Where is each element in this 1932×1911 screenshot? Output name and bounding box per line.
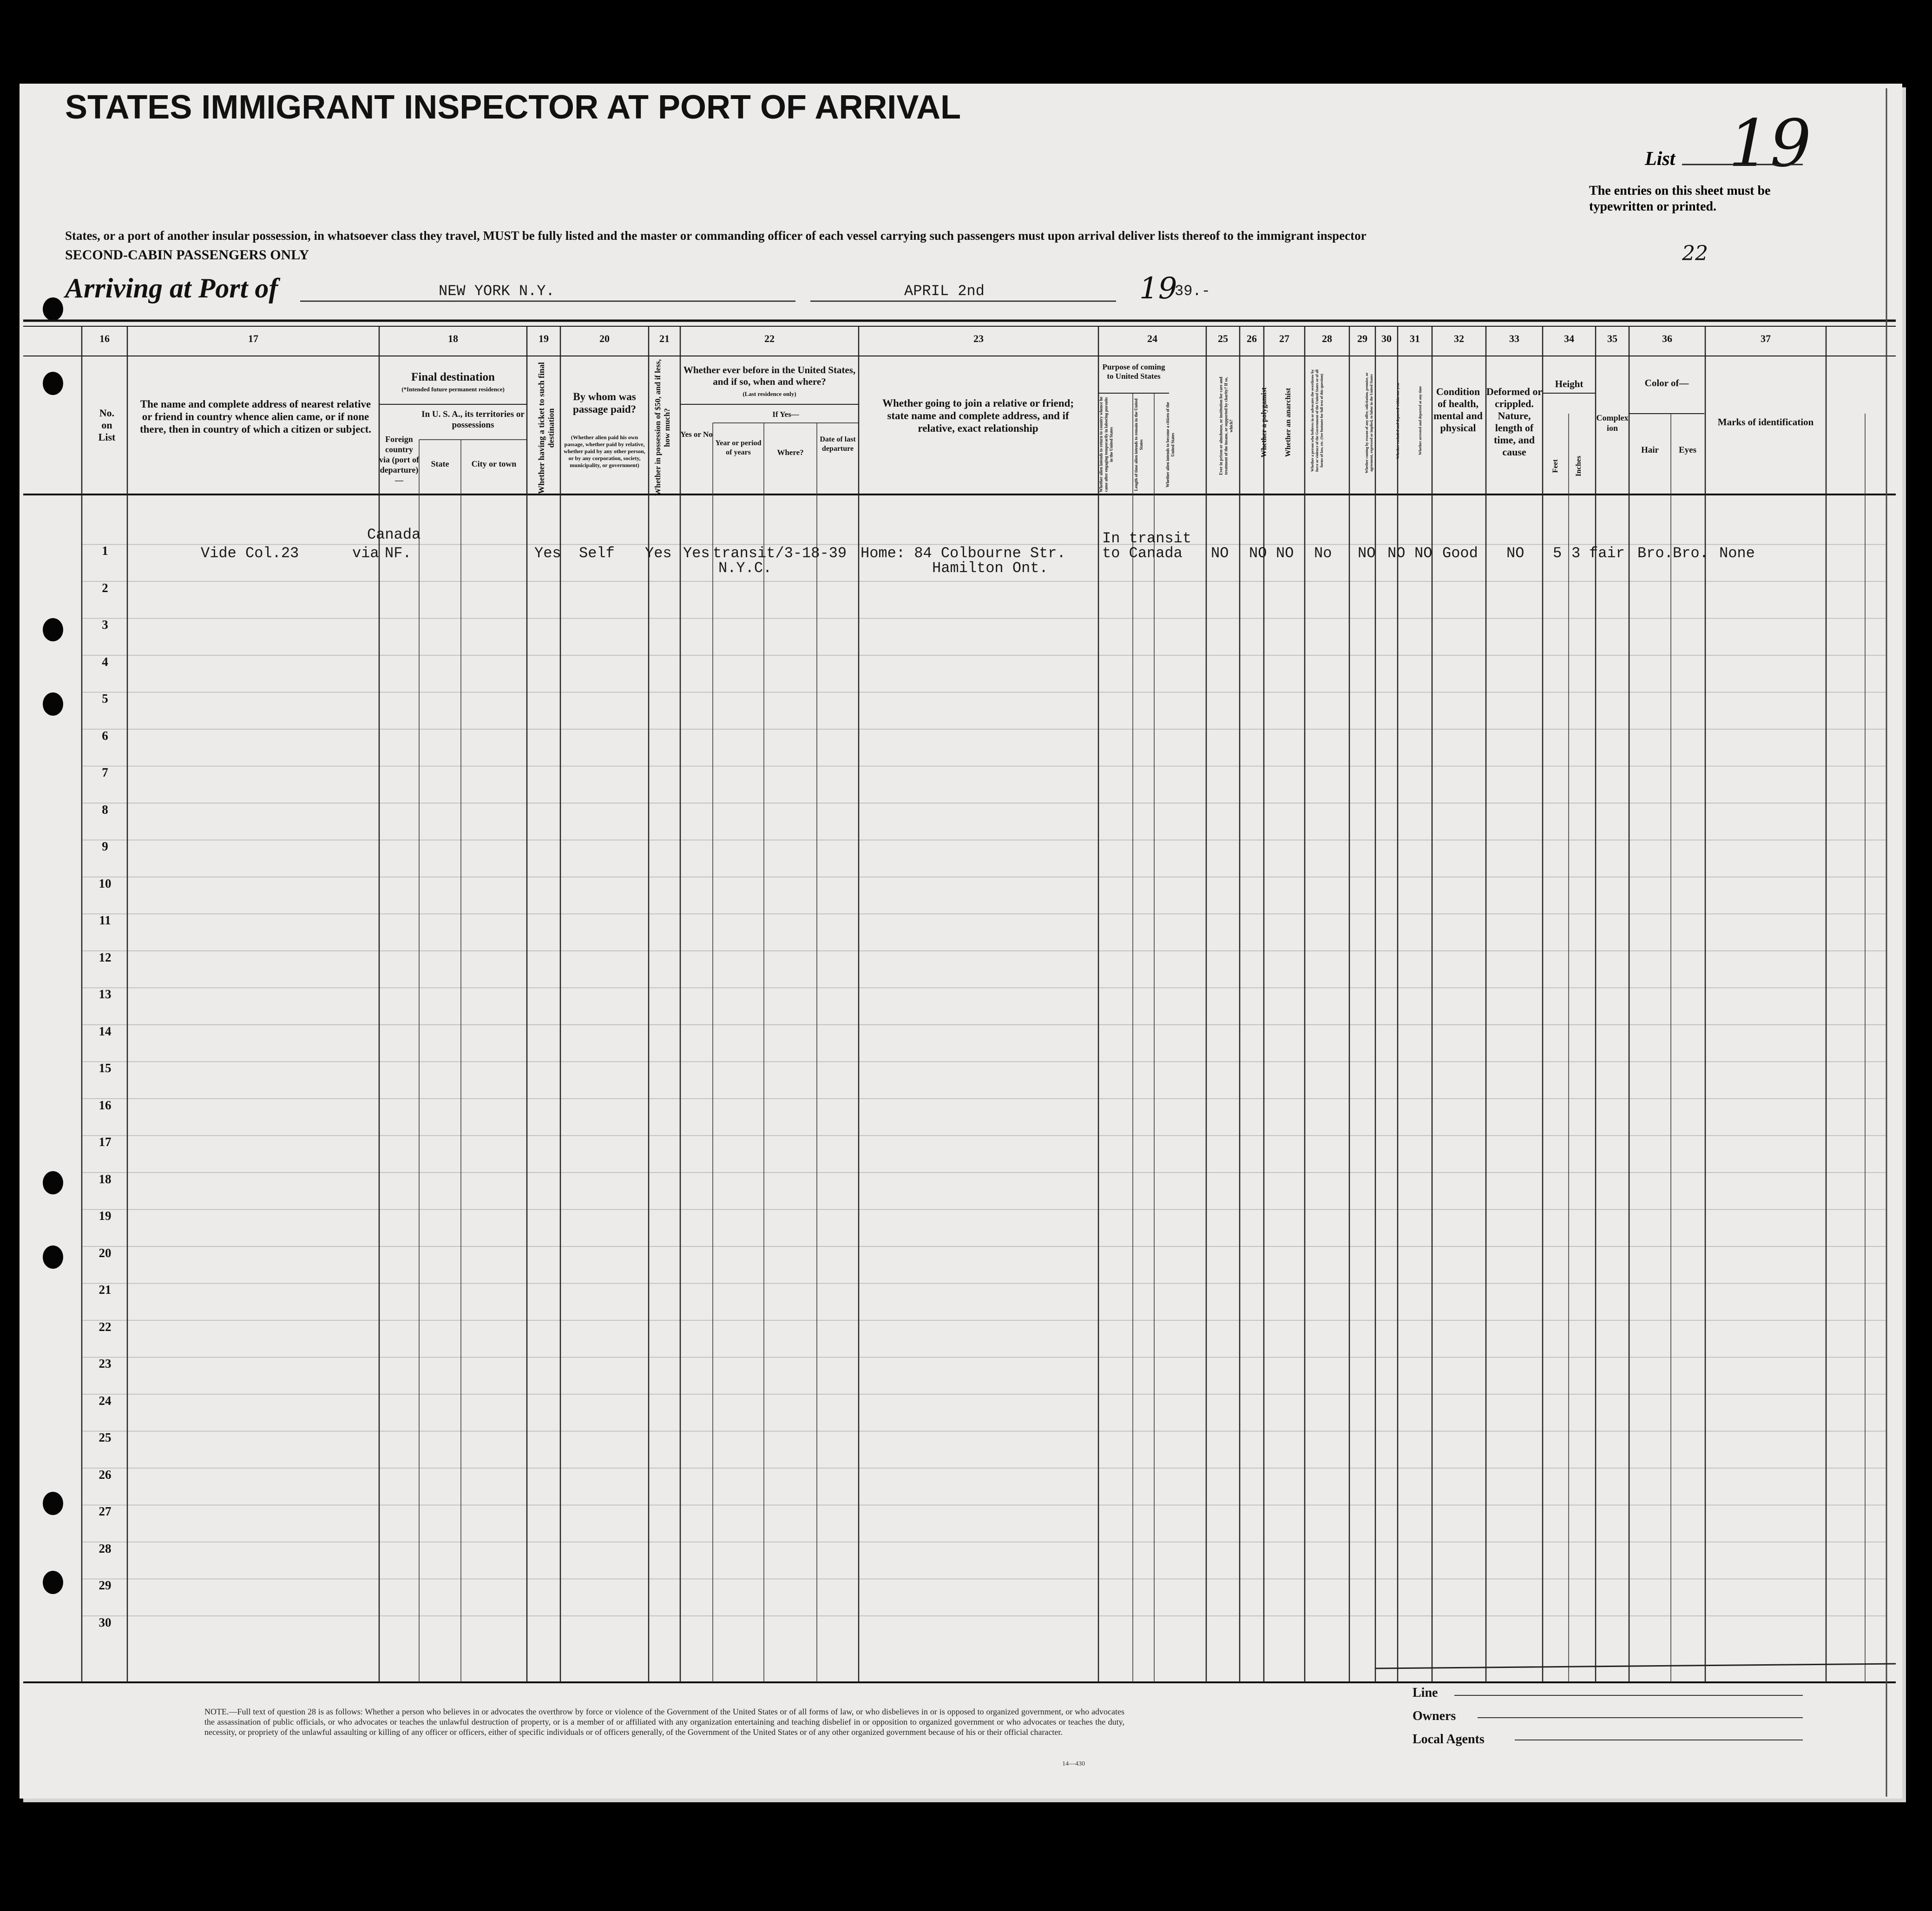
col22-title: Whether ever before in the United States, and if so, when and where? [683,364,856,387]
col19-header: Whether having a ticket to such final destination [537,362,556,494]
col18-usa: In U. S. A., its territories or possessions [421,409,525,430]
column-number: 16 [99,333,110,344]
col37-header: Marks of identification [1717,416,1814,428]
col36-hair: Hair [1641,445,1659,455]
list-number: 19 [1728,106,1812,182]
column-number: 17 [248,333,258,344]
col36-title: Color of— [1644,377,1689,389]
col17-header: The name and complete address of nearest relative or friend in country whence alien came, or if none there, then in country of which a citizen or subject. [139,398,372,435]
column-number: 27 [1279,333,1289,344]
column-number: 26 [1247,333,1257,344]
column-number: 36 [1662,333,1672,344]
row-number: 17 [99,1135,112,1149]
col21-header: Whether in possession of $50, and if less, how much? [653,359,671,496]
col23-header: Whether going to join a relative or friend; state name and complete address, and if relative, exact relationship [882,397,1074,434]
col25-header: Ever in prison or almshouse, or institution for care and treatment of the insane, or supported by charity? If so, which? [1218,376,1234,475]
column-number: 34 [1564,333,1574,344]
col32-header: Condition of health, mental and physical [1433,386,1483,434]
col18-foreign: Foreign country via (port of departure)— [379,435,419,485]
column-number: 20 [599,333,610,344]
col24-c: Whether alien intends to become a citizen of the United States [1165,402,1175,488]
entry-where-2: N.Y.C. [718,560,772,577]
entry-before-in-us: Yes [683,545,710,562]
entries-note: The entries on this sheet must be typewritten or printed. [1589,184,1771,214]
entry-excluded: NO [1387,545,1406,562]
line-label: Line [1413,1686,1438,1700]
agents-label: Local Agents [1413,1732,1485,1746]
row-number: 19 [99,1209,112,1223]
sheet-mark: 22 [1682,242,1708,265]
entry-hair: Bro. [1637,545,1673,562]
col22-where: Where? [777,448,804,457]
row-number: 28 [99,1541,112,1555]
col18-city: City or town [471,459,517,468]
entry-arrested: NO [1414,545,1433,562]
entry-paid-by: Self [579,545,615,562]
col22-yesno: Yes or No [680,430,713,439]
entry-inches: 3 [1571,545,1581,562]
column-number: 37 [1761,333,1771,344]
col20-subtitle: (Whether alien paid his own passage, whether paid by relative, whether paid by any other person, or by any corporation, society, municipality, or government) [564,434,645,468]
row-number: 6 [102,728,108,743]
entry-where-1: transit/3-18-39 [713,545,847,562]
row-number: 9 [102,839,108,853]
entry-join-1: Home: 84 Colbourne Str. [861,545,1066,562]
row-number: 15 [99,1061,112,1075]
row-number: 1 [102,544,108,558]
col24-a: Whether alien intends to return to country whence he came after engaging temporarily in laboring pursuits in the United States [1098,396,1114,493]
col26-header: Whether a polygamist [1260,387,1268,458]
instruction-line: States, or a port of another insular possession, in whatsoever class they travel, MUST be fully listed and the master or commanding officer of each vessel carrying such passengers must upon arrival deliver lists thereof to the immigrant inspector [65,229,1367,243]
column-number: 21 [659,333,670,344]
col24-title: Purpose of coming to United States [1102,362,1165,381]
col18-subtitle: (*Intended future permanent residence) [401,386,505,393]
entry-via: via [352,545,379,562]
col35-header: Complexion [1596,413,1629,433]
entry-purpose-2: to Canada [1102,545,1183,562]
column-number: 33 [1509,333,1519,344]
col22-ifyes: If Yes— [772,410,799,419]
row-number: 22 [99,1319,112,1334]
year-suffix: 39.- [1175,283,1210,300]
punch-hole [43,372,63,395]
col28-header: Whether a person who believes in or advocates the overthrow by force or violence of the Government of the United States or of all forms of law, etc. (See footnote for full text of this question) [1310,369,1324,472]
row-number: 27 [99,1504,112,1518]
column-number: 24 [1147,333,1157,344]
row-number: 2 [102,580,108,595]
col27-header: Whether an anarchist [1284,388,1292,457]
row-number: 20 [99,1245,112,1260]
column-number: 23 [973,333,984,344]
col16-header: No. on List [98,407,116,443]
signature-labels [1413,1681,1485,1751]
column-number: 30 [1381,333,1392,344]
col29-header: Whether coming by reason of any offer, solicitation, promise, or agreement, expressed or implied, to labor in the United States [1365,372,1373,474]
col34-inches: Inches [1575,455,1583,477]
col34-feet: Feet [1551,459,1559,473]
row-number: 18 [99,1172,112,1186]
entry-marks: None [1719,545,1755,562]
col22-date: Date of last departure [820,435,856,453]
entry-foreign-1: Canada [367,526,421,543]
entry-overthrow: No [1314,545,1332,562]
row-number: 29 [99,1578,112,1592]
col33-header: Deformed or crippled. Nature, length of time, and cause [1486,386,1543,458]
punch-hole [43,1571,63,1594]
column-number: 32 [1454,333,1464,344]
owners-label: Owners [1413,1709,1456,1723]
entry-purpose-1: In transit [1102,530,1192,547]
column-number: 28 [1322,333,1332,344]
column-number: 18 [448,333,458,344]
col31-header: Whether arrested and deported at any time [1418,386,1422,455]
col18-title: Final destination [411,371,495,383]
entry-anarchist: NO [1276,545,1294,562]
entry-health: Good [1442,545,1478,562]
list-label: List [1645,148,1676,170]
row-number: 8 [102,802,108,817]
col22-subtitle: (Last residence only) [743,390,796,397]
punch-hole [43,1245,63,1269]
row-number: 5 [102,692,108,705]
column-number: 29 [1357,333,1367,344]
col18-state: State [431,459,449,468]
row-number: 10 [99,876,112,890]
punch-hole [43,1492,63,1515]
footnote: NOTE.—Full text of question 28 is as follows: Whether a person who believes in or advocates the overthrow by force or violence of the Government of the United States or of all forms of law, or who disbelieves in or is opposed to organized government, or who advocates the assassination of public officials, or who advocates or teaches the unlawful destruction of property, or is a member of or affiliated with any organization entertaining and teaching disbelief in or opposition to organized government or who advocates or teaches the duty, necessity, or propriety of the unlawful assaulting or killing of any officer or officers, either of specific individuals or of officers generally, of the Government of the United States or of any other organized government because of his or their official character. [204,1707,1124,1737]
port-value: NEW YORK N.Y. [439,283,555,300]
form-number: 14—430 [1062,1760,1085,1767]
entry-foreign-2: NF. [385,545,412,562]
row-number: 16 [99,1098,112,1112]
row-number: 26 [99,1467,112,1482]
row-number: 23 [99,1357,112,1371]
col24-b: Length of time alien intends to remain in the United States [1134,398,1143,491]
entry-feet: 5 [1553,545,1562,562]
class-line: SECOND-CABIN PASSENGERS ONLY [65,247,309,263]
year-prefix: 19 [1139,271,1177,306]
punch-hole [43,618,63,641]
row-number: 13 [99,987,112,1001]
column-number: 31 [1410,333,1420,344]
entry-relative: Vide Col.23 [201,545,299,562]
entry-join-2: Hamilton Ont. [932,560,1048,577]
row-number: 7 [102,765,108,779]
row-number: 21 [99,1283,112,1297]
column-number: 19 [539,333,549,344]
punch-hole [43,297,63,321]
punch-hole [43,692,63,716]
col34-title: Height [1555,378,1584,389]
row-number: 3 [102,618,108,632]
col20-title: By whom was passage paid? [572,391,637,415]
entry-prison: NO [1211,545,1229,562]
row-number: 4 [102,654,108,669]
row-number: 14 [99,1024,112,1038]
col30-header: Whether excluded and deported within one year [1396,382,1400,459]
entry-polygamist: NO [1249,545,1267,562]
punch-hole [43,1171,63,1194]
date-value: APRIL 2nd [904,283,985,300]
column-number: 25 [1218,333,1228,344]
row-number: 12 [99,950,112,964]
arriving-label: Arriving at Port of [65,273,278,303]
entry-ticket: Yes [534,545,561,562]
entry-complexion: fair [1589,545,1625,562]
entry-has-50: Yes [645,545,672,562]
col22-year: Year or period of years [715,439,762,456]
row-number: 11 [99,913,111,927]
column-number: 35 [1607,333,1617,344]
row-number: 25 [99,1430,112,1444]
entry-offer: NO [1358,545,1376,562]
row-number: 24 [99,1393,112,1408]
column-number: 22 [764,333,775,344]
page-title: STATES IMMIGRANT INSPECTOR AT PORT OF ARRIVAL [65,89,961,126]
entry-deformed: NO [1506,545,1525,562]
col36-eyes: Eyes [1679,445,1696,455]
entry-eyes: Bro. [1673,545,1709,562]
row-number: 30 [99,1615,112,1629]
